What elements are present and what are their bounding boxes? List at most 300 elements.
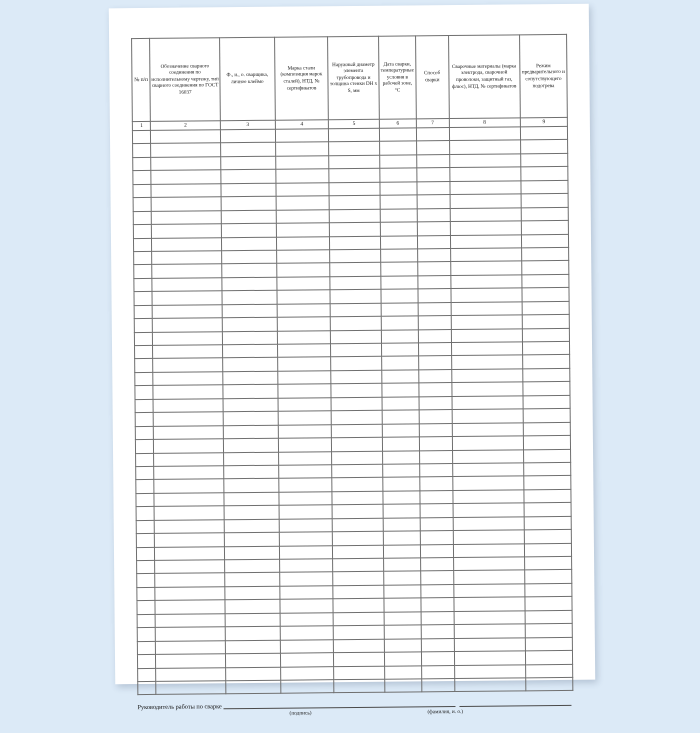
table-cell[interactable] [223,465,278,479]
table-cell[interactable] [281,666,334,680]
table-cell[interactable] [524,516,571,530]
table-cell[interactable] [154,425,224,439]
table-cell[interactable] [152,210,222,224]
table-cell[interactable] [279,505,332,519]
table-cell[interactable] [222,304,277,318]
table-cell[interactable] [419,450,452,464]
table-cell[interactable] [382,356,419,370]
table-cell[interactable] [522,315,569,329]
table-cell[interactable] [419,463,452,477]
table-cell[interactable] [138,681,157,695]
table-cell[interactable] [134,251,153,265]
table-cell[interactable] [385,665,422,679]
table-cell[interactable] [331,424,382,438]
table-cell[interactable] [279,478,332,492]
table-cell[interactable] [223,452,278,466]
table-cell[interactable] [280,612,333,626]
table-cell[interactable] [153,318,223,332]
table-cell[interactable] [417,195,450,209]
table-cell[interactable] [137,614,156,628]
table-cell[interactable] [421,625,454,639]
table-cell[interactable] [151,170,221,184]
table-cell[interactable] [134,265,153,279]
table-cell[interactable] [523,422,570,436]
table-cell[interactable] [380,168,417,182]
table-cell[interactable] [420,517,453,531]
table-cell[interactable] [451,302,523,316]
table-cell[interactable] [381,276,418,290]
table-cell[interactable] [136,466,155,480]
table-cell[interactable] [524,489,571,503]
table-cell[interactable] [153,331,223,345]
table-cell[interactable] [453,597,525,611]
table-cell[interactable] [333,652,384,666]
table-cell[interactable] [277,290,330,304]
table-cell[interactable] [418,329,451,343]
table-cell[interactable] [154,439,224,453]
table-cell[interactable] [331,397,382,411]
table-cell[interactable] [449,154,521,168]
table-cell[interactable] [156,627,226,641]
table-cell[interactable] [154,506,224,520]
table-cell[interactable] [134,278,153,292]
table-cell[interactable] [280,586,333,600]
table-cell[interactable] [280,626,333,640]
table-cell[interactable] [276,236,329,250]
table-cell[interactable] [224,532,279,546]
table-cell[interactable] [132,130,151,144]
table-cell[interactable] [330,316,381,330]
table-cell[interactable] [137,574,156,588]
table-cell[interactable] [331,384,382,398]
table-cell[interactable] [138,668,157,682]
table-cell[interactable] [136,453,155,467]
table-cell[interactable] [135,345,154,359]
table-cell[interactable] [452,422,524,436]
table-cell[interactable] [156,640,226,654]
table-cell[interactable] [523,435,570,449]
table-cell[interactable] [276,142,329,156]
table-cell[interactable] [226,680,281,694]
table-cell[interactable] [156,654,226,668]
table-cell[interactable] [451,355,523,369]
table-cell[interactable] [137,587,156,601]
table-cell[interactable] [420,531,453,545]
table-cell[interactable] [151,197,221,211]
table-cell[interactable] [155,587,225,601]
table-cell[interactable] [384,571,421,585]
table-cell[interactable] [453,557,525,571]
table-cell[interactable] [383,491,420,505]
table-cell[interactable] [453,584,525,598]
table-cell[interactable] [280,599,333,613]
table-cell[interactable] [384,585,421,599]
table-cell[interactable] [330,263,381,277]
table-cell[interactable] [380,155,417,169]
table-cell[interactable] [279,559,332,573]
table-cell[interactable] [329,142,380,156]
table-cell[interactable] [332,518,383,532]
table-cell[interactable] [330,303,381,317]
table-cell[interactable] [222,264,277,278]
table-cell[interactable] [416,141,449,155]
table-cell[interactable] [525,637,572,651]
table-cell[interactable] [154,452,224,466]
table-cell[interactable] [526,664,573,678]
table-cell[interactable] [525,570,572,584]
table-cell[interactable] [328,128,379,142]
table-cell[interactable] [223,385,278,399]
table-cell[interactable] [278,438,331,452]
table-cell[interactable] [451,315,523,329]
table-cell[interactable] [417,222,450,236]
table-cell[interactable] [155,560,225,574]
table-cell[interactable] [453,503,525,517]
table-cell[interactable] [420,558,453,572]
table-cell[interactable] [384,638,421,652]
table-cell[interactable] [383,464,420,478]
table-cell[interactable] [421,652,454,666]
table-cell[interactable] [416,128,449,142]
table-cell[interactable] [521,153,568,167]
table-cell[interactable] [276,223,329,237]
table-cell[interactable] [277,344,330,358]
table-cell[interactable] [137,601,156,615]
table-cell[interactable] [421,598,454,612]
table-cell[interactable] [451,342,523,356]
table-cell[interactable] [525,624,572,638]
table-cell[interactable] [524,503,571,517]
table-cell[interactable] [380,195,417,209]
table-cell[interactable] [276,196,329,210]
table-cell[interactable] [330,276,381,290]
table-cell[interactable] [417,181,450,195]
table-cell[interactable] [334,679,385,693]
table-cell[interactable] [521,234,568,248]
table-cell[interactable] [381,316,418,330]
table-cell[interactable] [221,196,276,210]
table-cell[interactable] [152,291,222,305]
table-cell[interactable] [137,641,156,655]
table-cell[interactable] [224,559,279,573]
table-cell[interactable] [278,411,331,425]
table-cell[interactable] [451,328,523,342]
table-cell[interactable] [383,531,420,545]
table-cell[interactable] [136,547,155,561]
table-cell[interactable] [385,652,422,666]
table-cell[interactable] [137,654,156,668]
table-cell[interactable] [135,439,154,453]
table-cell[interactable] [383,477,420,491]
table-cell[interactable] [153,358,223,372]
table-cell[interactable] [380,208,417,222]
table-cell[interactable] [418,356,451,370]
table-cell[interactable] [279,492,332,506]
table-cell[interactable] [454,624,526,638]
table-cell[interactable] [420,544,453,558]
table-cell[interactable] [280,653,333,667]
table-cell[interactable] [449,167,521,181]
table-cell[interactable] [421,571,454,585]
table-cell[interactable] [332,464,383,478]
table-cell[interactable] [450,194,522,208]
table-cell[interactable] [276,169,329,183]
table-cell[interactable] [419,437,452,451]
table-cell[interactable] [225,667,280,681]
table-cell[interactable] [156,681,226,695]
table-cell[interactable] [418,343,451,357]
table-cell[interactable] [453,530,525,544]
table-cell[interactable] [452,463,524,477]
table-cell[interactable] [221,250,276,264]
table-cell[interactable] [522,301,569,315]
table-cell[interactable] [381,329,418,343]
table-cell[interactable] [330,289,381,303]
table-cell[interactable] [332,504,383,518]
table-cell[interactable] [418,289,451,303]
table-cell[interactable] [383,504,420,518]
table-cell[interactable] [277,330,330,344]
table-cell[interactable] [525,597,572,611]
table-cell[interactable] [450,275,522,289]
table-cell[interactable] [155,600,225,614]
table-cell[interactable] [333,572,384,586]
table-cell[interactable] [222,317,277,331]
table-cell[interactable] [384,625,421,639]
table-cell[interactable] [417,248,450,262]
table-cell[interactable] [450,248,522,262]
table-cell[interactable] [279,465,332,479]
table-cell[interactable] [276,209,329,223]
table-cell[interactable] [153,372,223,386]
table-cell[interactable] [222,277,277,291]
table-cell[interactable] [333,585,384,599]
table-cell[interactable] [278,371,331,385]
table-cell[interactable] [277,263,330,277]
table-cell[interactable] [452,490,524,504]
table-cell[interactable] [452,476,524,490]
table-cell[interactable] [419,369,452,383]
table-cell[interactable] [523,409,570,423]
table-cell[interactable] [452,409,524,423]
table-cell[interactable] [277,250,330,264]
table-cell[interactable] [136,480,155,494]
table-cell[interactable] [452,449,524,463]
table-cell[interactable] [153,385,223,399]
table-cell[interactable] [421,611,454,625]
table-cell[interactable] [418,302,451,316]
table-cell[interactable] [526,677,573,691]
table-cell[interactable] [454,637,526,651]
table-cell[interactable] [449,181,521,195]
table-cell[interactable] [420,490,453,504]
table-cell[interactable] [453,543,525,557]
table-cell[interactable] [420,504,453,518]
table-cell[interactable] [222,358,277,372]
table-cell[interactable] [155,519,225,533]
table-cell[interactable] [221,170,276,184]
table-cell[interactable] [381,289,418,303]
table-cell[interactable] [419,423,452,437]
table-cell[interactable] [330,330,381,344]
table-cell[interactable] [224,573,279,587]
table-cell[interactable] [278,424,331,438]
table-cell[interactable] [134,305,153,319]
table-cell[interactable] [133,198,152,212]
table-cell[interactable] [520,126,567,140]
table-cell[interactable] [155,546,225,560]
table-cell[interactable] [329,222,380,236]
table-cell[interactable] [522,328,569,342]
table-cell[interactable] [380,222,417,236]
table-cell[interactable] [523,368,570,382]
table-cell[interactable] [333,639,384,653]
table-cell[interactable] [137,628,156,642]
table-cell[interactable] [523,449,570,463]
table-cell[interactable] [224,505,279,519]
table-cell[interactable] [279,545,332,559]
table-cell[interactable] [331,357,382,371]
table-cell[interactable] [135,413,154,427]
table-cell[interactable] [224,492,279,506]
table-cell[interactable] [135,399,154,413]
table-cell[interactable] [382,370,419,384]
table-cell[interactable] [383,450,420,464]
table-cell[interactable] [134,319,153,333]
table-cell[interactable] [135,372,154,386]
table-cell[interactable] [225,653,280,667]
table-cell[interactable] [155,613,225,627]
table-cell[interactable] [223,411,278,425]
table-cell[interactable] [136,520,155,534]
table-cell[interactable] [522,247,569,261]
table-cell[interactable] [151,184,221,198]
table-cell[interactable] [221,223,276,237]
table-cell[interactable] [453,517,525,531]
table-cell[interactable] [136,507,155,521]
table-cell[interactable] [381,235,418,249]
table-cell[interactable] [380,141,417,155]
table-cell[interactable] [453,570,525,584]
table-cell[interactable] [331,343,382,357]
table-cell[interactable] [220,156,275,170]
table-cell[interactable] [225,586,280,600]
table-cell[interactable] [451,369,523,383]
table-cell[interactable] [275,129,328,143]
table-cell[interactable] [524,462,571,476]
table-cell[interactable] [279,532,332,546]
table-cell[interactable] [384,612,421,626]
table-cell[interactable] [278,451,331,465]
table-cell[interactable] [332,545,383,559]
table-cell[interactable] [223,371,278,385]
table-cell[interactable] [525,583,572,597]
table-cell[interactable] [417,154,450,168]
table-cell[interactable] [329,195,380,209]
table-cell[interactable] [276,156,329,170]
table-cell[interactable] [280,639,333,653]
table-cell[interactable] [278,384,331,398]
table-cell[interactable] [154,466,224,480]
table-cell[interactable] [420,477,453,491]
table-cell[interactable] [454,664,526,678]
table-cell[interactable] [384,598,421,612]
table-cell[interactable] [221,210,276,224]
table-cell[interactable] [381,262,418,276]
table-cell[interactable] [152,278,222,292]
table-cell[interactable] [332,451,383,465]
table-cell[interactable] [281,680,334,694]
table-cell[interactable] [134,292,153,306]
table-cell[interactable] [452,436,524,450]
table-cell[interactable] [525,610,572,624]
table-cell[interactable] [280,572,333,586]
table-cell[interactable] [421,584,454,598]
table-cell[interactable] [419,410,452,424]
table-cell[interactable] [135,386,154,400]
table-cell[interactable] [153,398,223,412]
table-cell[interactable] [524,476,571,490]
table-cell[interactable] [384,544,421,558]
table-cell[interactable] [451,382,523,396]
table-cell[interactable] [521,207,568,221]
table-cell[interactable] [225,613,280,627]
table-cell[interactable] [135,359,154,373]
table-cell[interactable] [417,235,450,249]
table-cell[interactable] [382,437,419,451]
table-cell[interactable] [223,425,278,439]
table-cell[interactable] [135,426,154,440]
table-cell[interactable] [381,249,418,263]
table-cell[interactable] [333,612,384,626]
table-cell[interactable] [418,316,451,330]
table-cell[interactable] [417,168,450,182]
table-cell[interactable] [155,573,225,587]
table-cell[interactable] [331,437,382,451]
table-cell[interactable] [136,534,155,548]
table-cell[interactable] [421,638,454,652]
table-cell[interactable] [221,237,276,251]
table-cell[interactable] [382,383,419,397]
table-cell[interactable] [152,304,222,318]
table-cell[interactable] [419,396,452,410]
table-cell[interactable] [154,412,224,426]
table-cell[interactable] [454,651,526,665]
table-cell[interactable] [449,127,521,141]
table-cell[interactable] [382,423,419,437]
table-cell[interactable] [522,274,569,288]
table-cell[interactable] [222,331,277,345]
table-cell[interactable] [450,261,522,275]
table-cell[interactable] [152,237,222,251]
table-cell[interactable] [156,667,226,681]
table-cell[interactable] [524,530,571,544]
table-cell[interactable] [152,251,222,265]
table-cell[interactable] [331,410,382,424]
table-cell[interactable] [332,491,383,505]
table-cell[interactable] [384,558,421,572]
table-cell[interactable] [450,234,522,248]
table-cell[interactable] [224,479,279,493]
table-cell[interactable] [521,194,568,208]
table-cell[interactable] [224,546,279,560]
table-cell[interactable] [329,169,380,183]
table-cell[interactable] [333,558,384,572]
table-cell[interactable] [380,182,417,196]
table-cell[interactable] [521,220,568,234]
table-cell[interactable] [523,382,570,396]
table-cell[interactable] [277,277,330,291]
